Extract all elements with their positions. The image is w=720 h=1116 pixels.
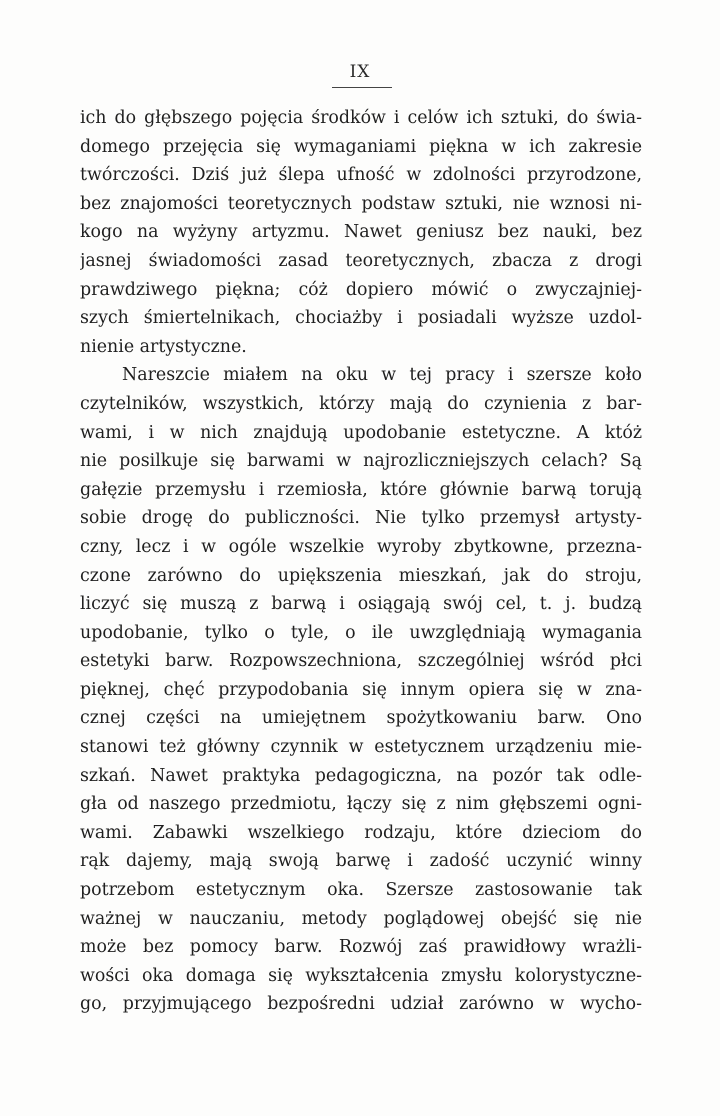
text-line: prawdziwego piękna; cóż dopiero mówić o zwyczajniej- — [80, 279, 642, 300]
text-line: gałęzie przemysłu i rzemiosła, które głównie barwą torują — [80, 479, 642, 500]
text-line: szkań. Nawet praktyka pedagogiczna, na pozór tak odle- — [80, 765, 642, 786]
text-line: wami, i w nich znajdują upodobanie estetyczne. A któż — [80, 422, 642, 443]
text-line: szych śmiertelnikach, chociażby i posiadali wyższe uzdol- — [80, 308, 642, 329]
text-line: upodobanie, tylko o tyle, o ile uwzględniają wymagania — [80, 622, 642, 643]
text-line: może bez pomocy barw. Rozwój zaś prawidłowy wrażli- — [80, 937, 642, 958]
text-line: gła od naszego przedmiotu, łączy się z nim głębszemi ogni- — [80, 794, 642, 815]
text-line: wości oka domaga się wykształcenia zmysłu kolorystyczne- — [80, 965, 642, 986]
text-line: kogo na wyżyny artyzmu. Nawet geniusz bez nauki, bez — [80, 222, 642, 243]
page-number: IX — [349, 62, 371, 82]
text-line: wami. Zabawki wszelkiego rodzaju, które dzieciom do — [80, 822, 642, 843]
text-line: domego przejęcia się wymaganiami piękna w ich zakresie — [80, 136, 642, 157]
body-text — [80, 104, 642, 1019]
text-line: ważnej w nauczaniu, metody poglądowej obejść się nie — [80, 908, 642, 929]
text-line: Nareszcie miałem na oku w tej pracy i szersze koło — [122, 365, 642, 386]
text-line: stanowi też główny czynnik w estetycznem urządzeniu mie- — [80, 737, 642, 758]
text-line: bez znajomości teoretycznych podstaw sztuki, nie wznosi ni- — [80, 193, 642, 214]
text-line: czny, lecz i w ogóle wszelkie wyroby zbytkowne, przezna- — [80, 536, 642, 557]
text-line: sobie drogę do publiczności. Nie tylko przemysł artysty- — [80, 508, 642, 529]
text-line: czytelników, wszystkich, którzy mają do czynienia z bar- — [80, 393, 642, 414]
text-line: go, przyjmującego bezpośredni udział zarówno w wycho- — [80, 994, 642, 1015]
text-line: estetyki barw. Rozpowszechniona, szczególniej wśród płci — [80, 651, 642, 672]
paragraph-1 — [80, 104, 642, 361]
text-line: ich do głębszego pojęcia środków i celów ich sztuki, do świa- — [80, 108, 642, 128]
text-line: liczyć się muszą z barwą i osiągają swój cel, t. j. budzą — [80, 594, 642, 615]
text-line: cznej części na umiejętnem spożytkowaniu barw. Ono — [80, 708, 642, 729]
text-line: rąk dajemy, mają swoją barwę i zadość uczynić winny — [80, 851, 642, 872]
paragraph-2 — [80, 361, 642, 1019]
text-line: potrzebom estetycznym oka. Szersze zastosowanie tak — [80, 880, 642, 901]
text-line: nie posilkuje się barwami w najrozliczniejszych celach? Są — [80, 451, 642, 472]
text-line: jasnej świadomości zasad teoretycznych, zbacza z drogi — [80, 250, 642, 271]
text-line: twórczości. Dziś już ślepa ufność w zdolności przyrodzone, — [80, 165, 642, 186]
page-number-rule — [332, 87, 392, 88]
text-line: pięknej, chęć przypodobania się innym opiera się w zna- — [80, 679, 642, 700]
text-line: czone zarówno do upiększenia mieszkań, jak do stroju, — [80, 565, 642, 586]
text-line: nienie artystyczne. — [80, 336, 247, 357]
